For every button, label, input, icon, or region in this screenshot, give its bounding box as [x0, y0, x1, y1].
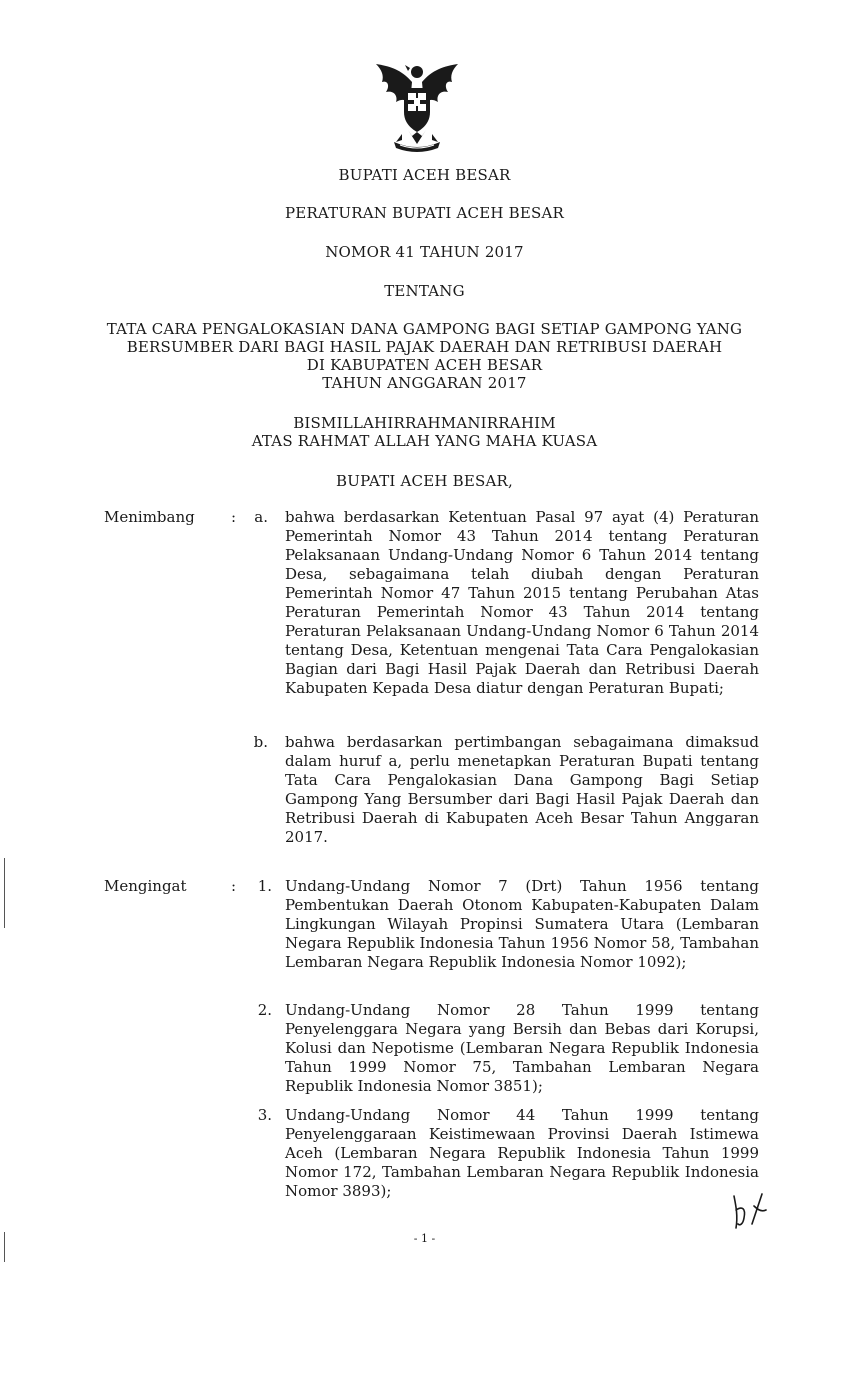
item-marker: 1.: [257, 877, 272, 895]
regulation-type: PERATURAN BUPATI ACEH BESAR: [285, 204, 564, 222]
invocation: BISMILLAHIRRAHMANIRRAHIM: [293, 414, 556, 432]
scan-edge-mark: [4, 1232, 5, 1262]
about-heading: TENTANG: [384, 282, 465, 300]
title-line: DI KABUPATEN ACEH BESAR: [306, 356, 543, 374]
regulation-number: NOMOR 41 TAHUN 2017: [325, 243, 524, 261]
item-marker: 3.: [257, 1106, 272, 1124]
section-label: Menimbang: [104, 508, 195, 526]
legal-basis-item: Undang-Undang Nomor 7 (Drt) Tahun 1956 tentang Pembentukan Daerah Otonom Kabupaten-Kabupaten Dalam Lingkungan Wilayah Propinsi Sumatera Utara (Lembaran Negara Republik Indonesia Tahun 1956 Nomor 58, Tambahan Lembaran Negara Republik Indonesia Nomor 1092);: [285, 877, 759, 971]
grace-line: ATAS RAHMAT ALLAH YANG MAHA KUASA: [251, 432, 598, 450]
item-marker: 2.: [257, 1001, 272, 1019]
title-line: BERSUMBER DARI BAGI HASIL PAJAK DAERAH DAN RETRIBUSI DAERAH: [126, 338, 723, 356]
consideration-item: bahwa berdasarkan pertimbangan sebagaimana dimaksud dalam huruf a, perlu menetapkan Peraturan Bupati tentang Tata Cara Pengalokasian Dana Gampong Bagi Setiap Gampong Yang Bersumber dari Bagi Hasil Pajak Daerah dan Retribusi Daerah di Kabupaten Aceh Besar Tahun Anggaran 2017.: [285, 733, 759, 846]
consideration-item: bahwa berdasarkan Ketentuan Pasal 97 ayat (4) Peraturan Pemerintah Nomor 43 Tahun 2014 tentang Peraturan Pelaksanaan Undang-Undang Nomor 6 Tahun 2014 tentang Desa, sebagaimana telah diubah dengan Peraturan Pemerintah Nomor 47 Tahun 2015 tentang Perubahan Atas Peraturan Pemerintah Nomor 43 Tahun 2014 tentang Peraturan Pelaksanaan Undang-Undang Nomor 6 Tahun 2014 tentang Desa, Ketentuan mengenai Tata Cara Pengalokasian Bagian dari Bagi Hasil Pajak Daerah dan Retribusi Daerah Kabupaten Kepada Desa diatur dengan Peraturan Bupati;: [285, 508, 759, 697]
page-number: - 1 -: [413, 1232, 436, 1245]
section-colon: :: [231, 508, 237, 526]
title-line: TAHUN ANGGARAN 2017: [322, 374, 527, 392]
paraf-signature-icon: [728, 1188, 768, 1234]
item-marker: a.: [254, 508, 268, 526]
scan-edge-mark: [4, 858, 5, 928]
item-marker: b.: [253, 733, 268, 751]
section-label: Mengingat: [104, 877, 187, 895]
garuda-emblem-icon: [372, 60, 462, 152]
title-line: TATA CARA PENGALOKASIAN DANA GAMPONG BAGI SETIAP GAMPONG YANG: [106, 320, 743, 338]
section-colon: :: [231, 877, 237, 895]
legal-basis-item: Undang-Undang Nomor 28 Tahun 1999 tentang Penyelenggara Negara yang Bersih dan Bebas dari Korupsi, Kolusi dan Nepotisme (Lembaran Negara Republik Indonesia Tahun 1999 Nomor 75, Tambahan Lembaran Negara Republik Indonesia Nomor 3851);: [285, 1001, 759, 1095]
issuer-heading: BUPATI ACEH BESAR: [338, 166, 511, 184]
regent-heading: BUPATI ACEH BESAR,: [336, 472, 513, 490]
legal-basis-item: Undang-Undang Nomor 44 Tahun 1999 tentang Penyelenggaraan Keistimewaan Provinsi Daerah Istimewa Aceh (Lembaran Negara Republik Indonesia Tahun 1999 Nomor 172, Tambahan Lembaran Negara Republik Indonesia Nomor 3893);: [285, 1106, 759, 1200]
